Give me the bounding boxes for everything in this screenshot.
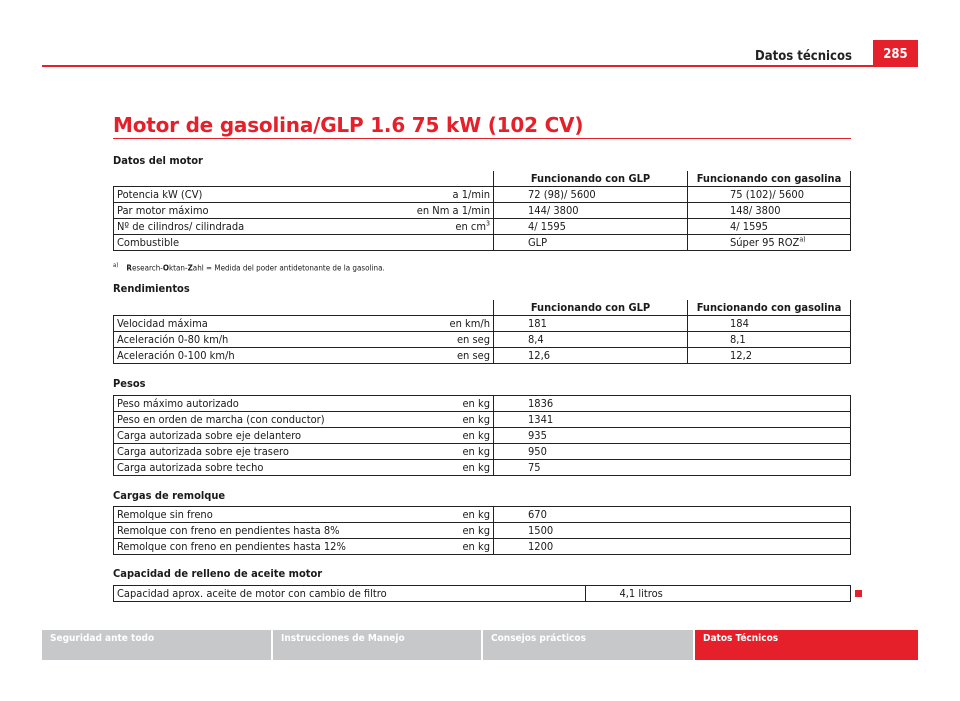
row-label: Carga autorizada sobre techo [114, 460, 412, 476]
trailer-table [113, 506, 851, 555]
row-label: Carga autorizada sobre eje delantero [114, 428, 412, 444]
header-rule [42, 65, 918, 67]
row-value: 670 [494, 507, 688, 523]
column-header-glp: Funcionando con GLP [494, 300, 688, 316]
column-header-gasoline: Funcionando con gasolina [688, 171, 851, 187]
value-glp: GLP [494, 235, 688, 251]
row-unit: en kg [411, 396, 494, 412]
row-unit: en kg [411, 539, 494, 555]
section-title-engine: Datos del motor [113, 154, 203, 167]
footnote-initial-o: O [162, 263, 170, 273]
row-unit: en Nm a 1/min [411, 203, 494, 219]
value-glp: 72 (98)/ 5600 [494, 187, 688, 203]
row-unit: en seg [411, 332, 494, 348]
value-gasoline [688, 235, 851, 251]
row-unit: a 1/min [411, 187, 494, 203]
value-glp: 181 [494, 316, 688, 332]
table-row [114, 219, 851, 235]
footer-tab-technical-data[interactable]: Datos Técnicos [695, 630, 918, 660]
value-glp: 144/ 3800 [494, 203, 688, 219]
row-value: 1200 [494, 539, 688, 555]
performance-table [113, 300, 851, 364]
row-label: Peso máximo autorizado [114, 396, 412, 412]
row-value: 950 [494, 444, 688, 460]
weights-table [113, 395, 851, 476]
table-row [114, 507, 851, 523]
value-gasoline: 184 [688, 316, 851, 332]
value-gasoline: 4/ 1595 [688, 219, 851, 235]
engine-table [113, 171, 851, 251]
table-row [114, 412, 851, 428]
page-title: Motor de gasolina/GLP 1.6 75 kW (102 CV) [113, 113, 584, 137]
footer-tab-operating-instructions[interactable]: Instrucciones de Manejo [273, 630, 481, 660]
section-title-trailer: Cargas de remolque [113, 489, 226, 502]
value-glp: 12,6 [494, 348, 688, 364]
row-label: Capacidad aprox. aceite de motor con cambio de filtro [114, 586, 586, 602]
row-unit: en seg [411, 348, 494, 364]
row-label: Potencia kW (CV) [114, 187, 412, 203]
row-unit: en kg [411, 444, 494, 460]
row-label: Peso en orden de marcha (con conductor) [114, 412, 412, 428]
table-row [114, 235, 851, 251]
table-row [114, 586, 851, 602]
column-header-gasoline: Funcionando con gasolina [688, 300, 851, 316]
unit-text: en cm [455, 220, 486, 233]
table-row [114, 187, 851, 203]
row-unit: en km/h [411, 316, 494, 332]
row-unit: en kg [411, 460, 494, 476]
row-label: Remolque con freno en pendientes hasta 12% [114, 539, 412, 555]
row-unit: en kg [411, 523, 494, 539]
row-label: Remolque con freno en pendientes hasta 8% [114, 523, 412, 539]
value-gasoline: 148/ 3800 [688, 203, 851, 219]
row-value: 1341 [494, 412, 688, 428]
value-gasoline: 75 (102)/ 5600 [688, 187, 851, 203]
row-unit: en kg [411, 507, 494, 523]
oil-table [113, 585, 851, 602]
footnote-mark: a) [113, 262, 119, 269]
row-value: 935 [494, 428, 688, 444]
section-title-oil: Capacidad de relleno de aceite motor [113, 567, 323, 580]
table-row [114, 348, 851, 364]
value-glp: 8,4 [494, 332, 688, 348]
row-value: 75 [494, 460, 688, 476]
footer-tab-practical-tips[interactable]: Consejos prácticos [483, 630, 693, 660]
footer-tab-safety[interactable]: Seguridad ante todo [42, 630, 271, 660]
section-title-weights: Pesos [113, 377, 146, 390]
row-unit [411, 235, 494, 251]
table-header-row [114, 300, 851, 316]
section-title-performance: Rendimientos [113, 282, 190, 295]
footnote-text: esearch- [131, 263, 163, 273]
row-unit [411, 219, 494, 235]
value-text: Súper 95 ROZ [730, 236, 800, 249]
header-title: Datos técnicos [755, 49, 852, 64]
title-rule [113, 138, 851, 139]
row-label: Aceleración 0-80 km/h [114, 332, 412, 348]
row-value: 4,1 litros [585, 586, 779, 602]
value-glp: 4/ 1595 [494, 219, 688, 235]
unit-superscript: 3 [485, 219, 490, 228]
row-label: Aceleración 0-100 km/h [114, 348, 412, 364]
column-header-glp: Funcionando con GLP [494, 171, 688, 187]
footnote-text: ktan- [169, 263, 188, 273]
table-row [114, 523, 851, 539]
table-row [114, 396, 851, 412]
table-row [114, 460, 851, 476]
row-label: Nº de cilindros/ cilindrada [114, 219, 412, 235]
end-of-section-marker [855, 590, 862, 597]
footer-nav [42, 630, 918, 660]
row-label: Carga autorizada sobre eje trasero [114, 444, 412, 460]
footnote-reference: a) [799, 235, 806, 244]
table-row [114, 332, 851, 348]
footnote [113, 262, 385, 273]
row-label: Velocidad máxima [114, 316, 412, 332]
row-value: 1500 [494, 523, 688, 539]
table-row [114, 316, 851, 332]
table-row [114, 203, 851, 219]
row-value: 1836 [494, 396, 688, 412]
page-number: 285 [873, 40, 918, 67]
row-label: Par motor máximo [114, 203, 412, 219]
row-label: Remolque sin freno [114, 507, 412, 523]
table-row [114, 444, 851, 460]
row-unit: en kg [411, 428, 494, 444]
row-label: Combustible [114, 235, 412, 251]
table-row [114, 428, 851, 444]
footnote-initial-r: R [126, 263, 132, 273]
footnote-text: ahl = Medida del poder antidetonante de la gasolina. [192, 263, 385, 273]
table-row [114, 539, 851, 555]
value-gasoline: 12,2 [688, 348, 851, 364]
row-unit: en kg [411, 412, 494, 428]
footnote-initial-z: Z [187, 263, 193, 273]
value-gasoline: 8,1 [688, 332, 851, 348]
table-header-row [114, 171, 851, 187]
